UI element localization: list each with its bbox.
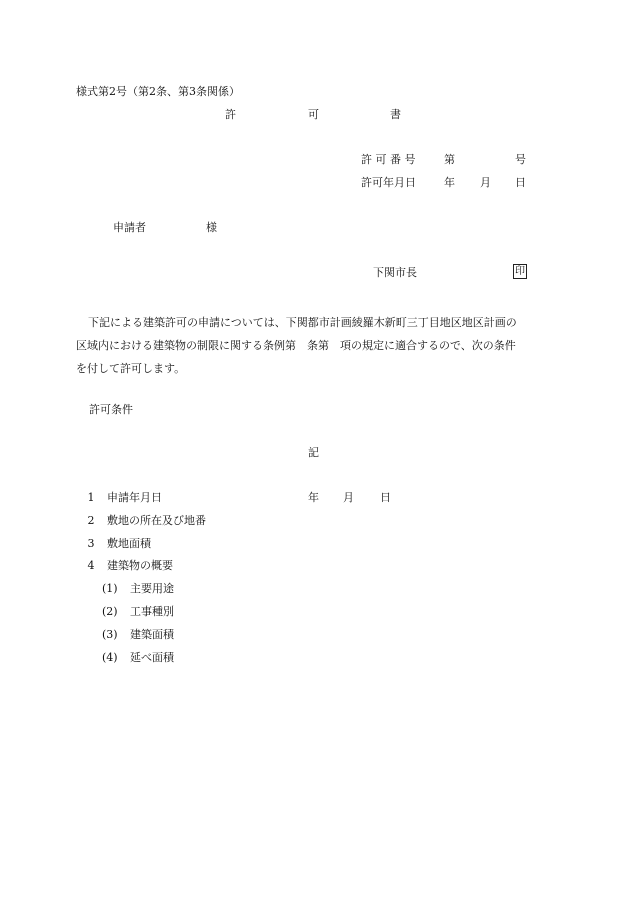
item-1-label: 申請年月日 [107,491,162,504]
subitem-2-number: (2) [102,605,118,618]
subitem-3-label: 建築面積 [130,628,174,641]
subitem-3-number: (3) [102,628,118,641]
item-3-number: 3 [87,537,95,550]
body-line-2: 区域内における建築物の制限に関する条例第 条第 項の規定に適合するので、次の条件 [76,339,516,352]
title-char-2: 可 [308,108,319,121]
title-char-1: 許 [225,108,236,121]
body-line-3: を付して許可します。 [76,362,186,375]
permit-date-label: 許可年月日 [361,176,416,189]
item-1-month: 月 [343,491,354,504]
permit-number-label: 許 可 番 号 [361,153,416,166]
permit-date-month: 月 [480,176,491,189]
subitem-2-label: 工事種別 [130,605,174,618]
conditions-heading: 許可条件 [89,403,133,416]
form-id: 様式第2号（第2条、第3条関係） [76,85,240,98]
item-1-year: 年 [308,491,319,504]
body-paragraph [76,311,556,380]
ki-heading: 記 [308,446,319,459]
body-line-1: 下記による建築許可の申請については、下関都市計画綾羅木新町三丁目地区地区計画の [88,316,517,329]
item-2-number: 2 [87,514,95,527]
subitem-4-number: (4) [102,651,118,664]
item-1-day: 日 [380,491,391,504]
subitem-4-label: 延べ面積 [130,651,174,664]
item-1-number: 1 [87,491,95,504]
permit-number-dai: 第 [444,153,455,166]
issuer-label: 下関市長 [373,266,417,279]
subitem-1-label: 主要用途 [130,582,174,595]
permit-date-year: 年 [444,176,455,189]
applicant-sama: 様 [206,221,217,234]
seal-mark: 印 [515,266,525,277]
item-4-label: 建築物の概要 [107,559,173,572]
subitem-1-number: (1) [102,582,118,595]
permit-number-go: 号 [515,153,526,166]
item-3-label: 敷地面積 [107,537,151,550]
title-char-3: 書 [390,108,401,121]
item-4-number: 4 [87,559,95,572]
permit-date-day: 日 [515,176,526,189]
applicant-label: 申請者 [113,221,146,234]
item-2-label: 敷地の所在及び地番 [107,514,206,527]
